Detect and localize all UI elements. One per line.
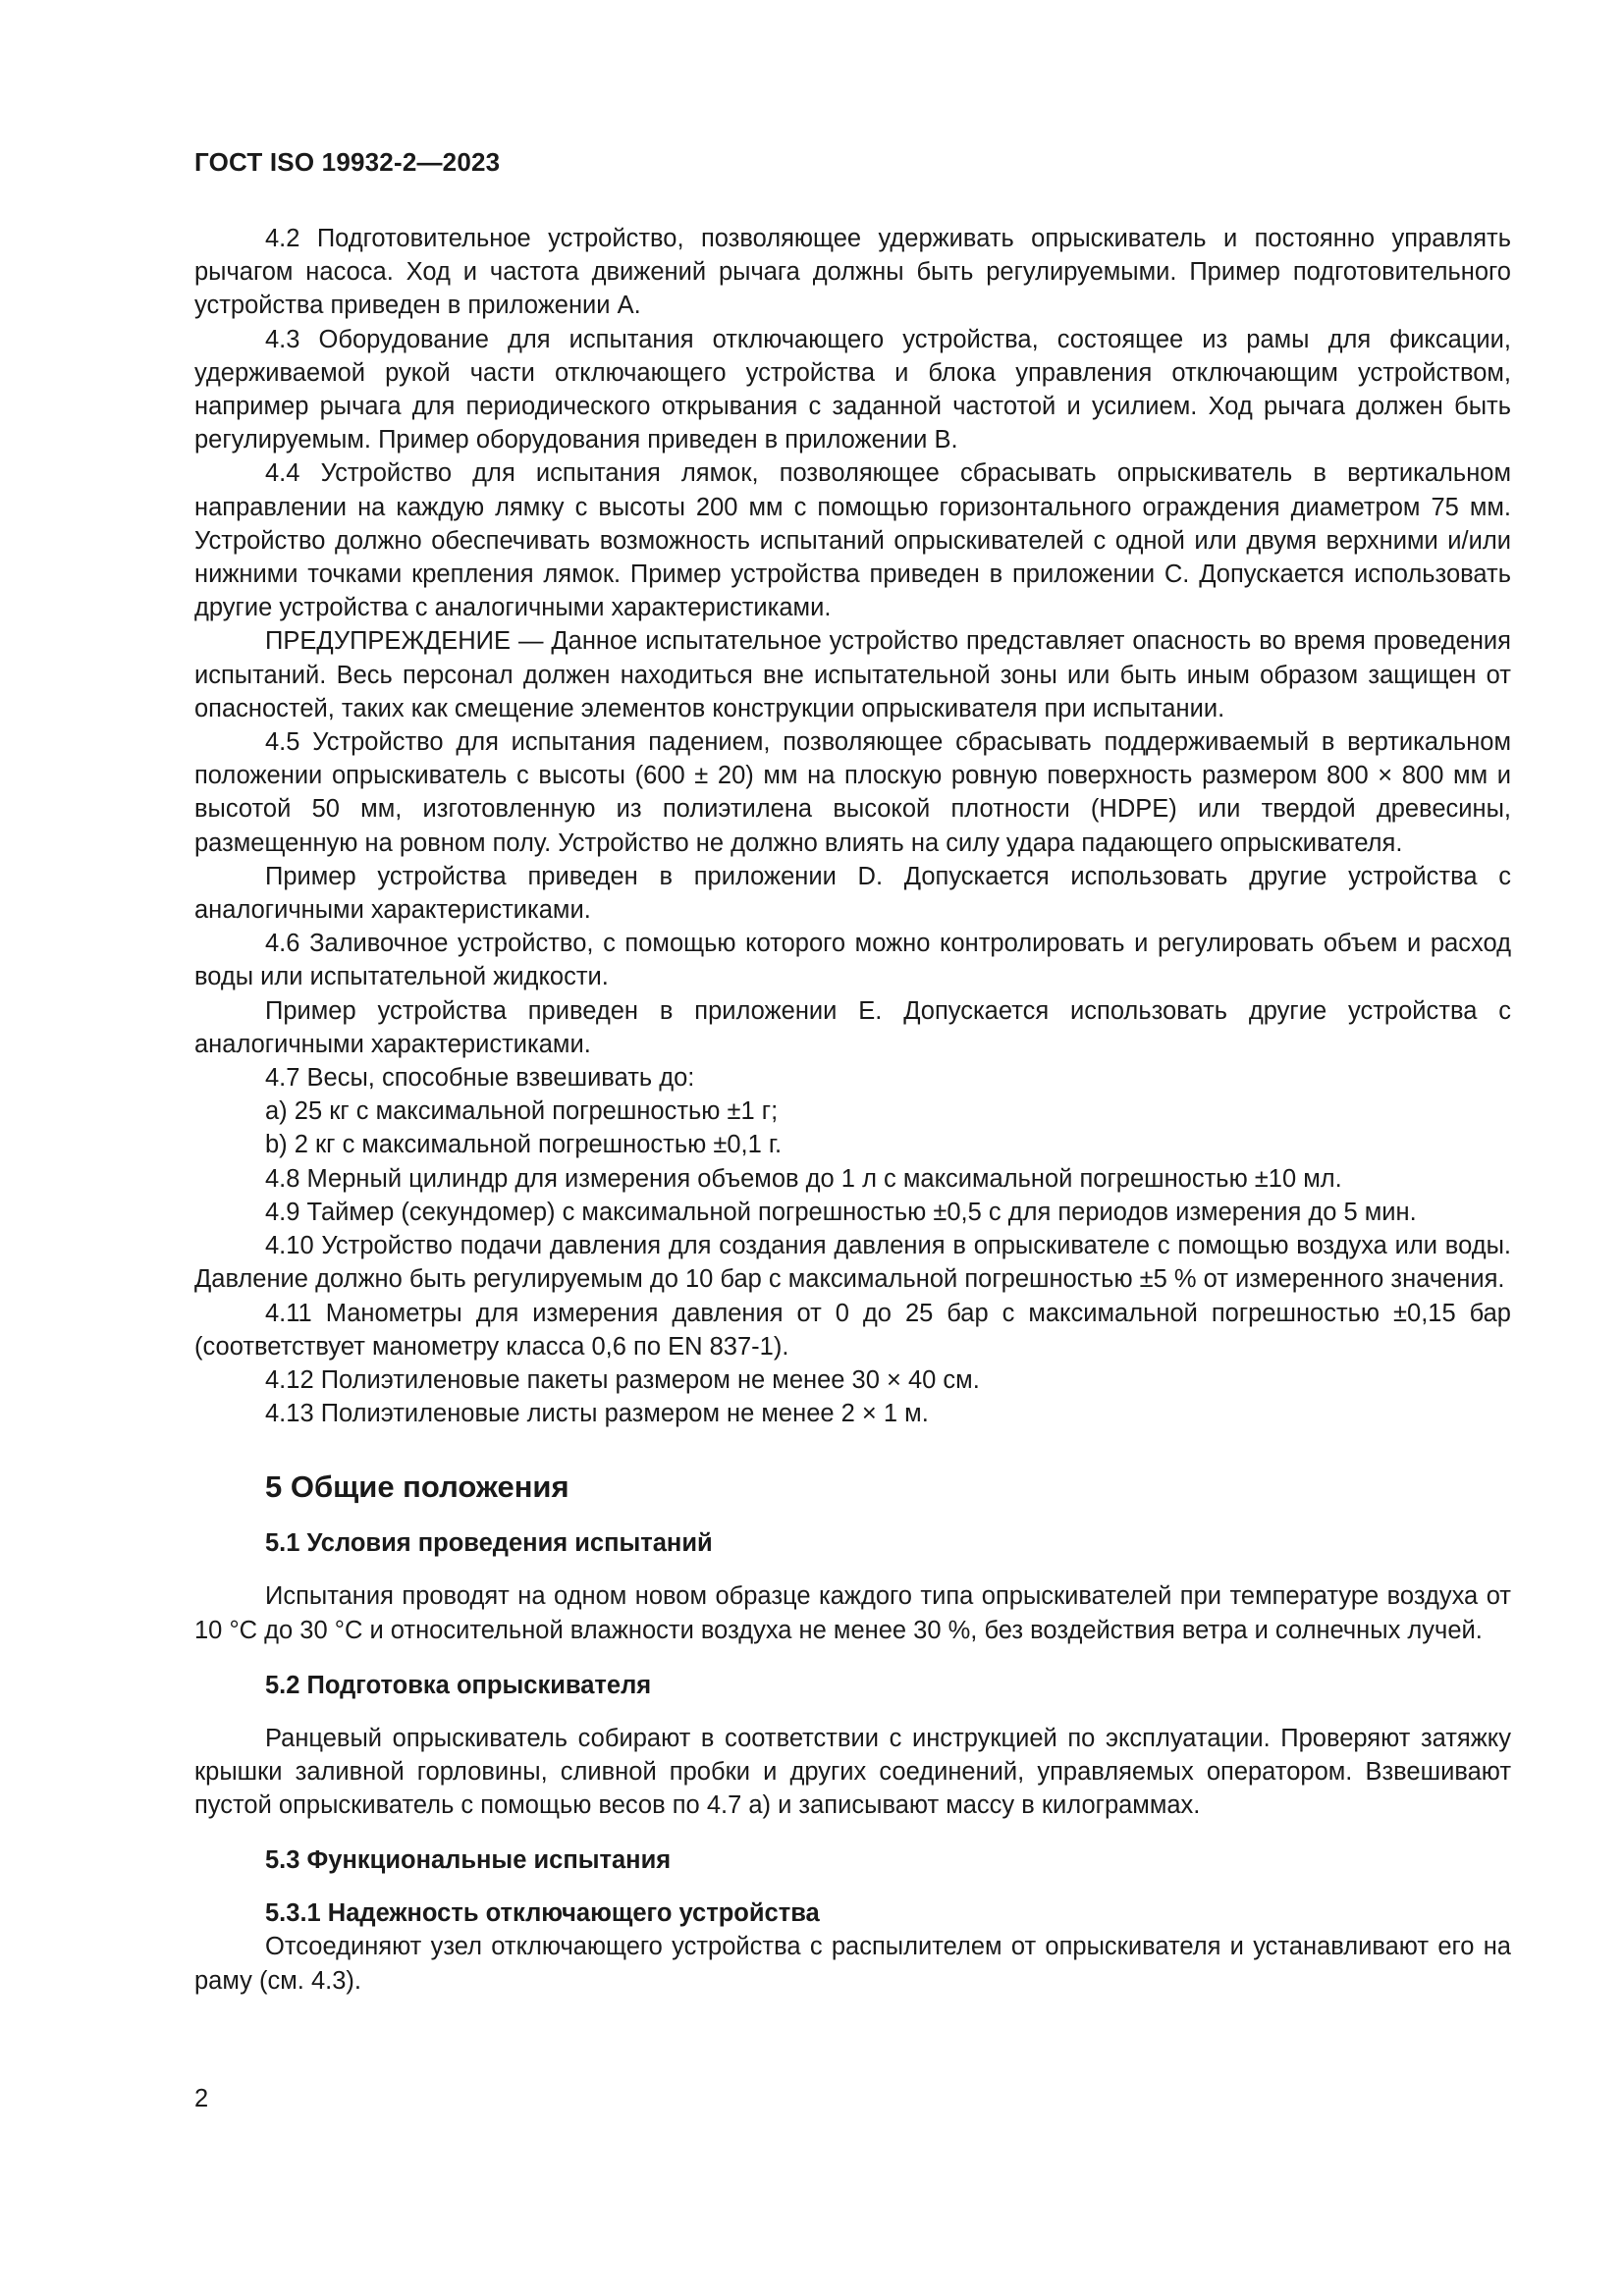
- paragraph-4-10: 4.10 Устройство подачи давления для создания давления в опрыскивателе с помощью воздуха или воды. Давление должно быть регулируемым до 10 бар с максимальной погрешностью ±5 % от измеренного значения.: [194, 1232, 1511, 1294]
- section-5-heading: 5 Общие положения: [265, 1469, 569, 1505]
- paragraph-4-11: 4.11 Манометры для измерения давления от 0 до 25 бар с максимальной погрешностью ±0,15 бар (соответствует манометру класса 0,6 по EN 837-1).: [194, 1299, 1511, 1361]
- paragraph-4-13: 4.13 Полиэтиленовые листы размером не менее 2 × 1 м.: [265, 1400, 929, 1428]
- paragraph-warning: ПРЕДУПРЕЖДЕНИЕ — Данное испытательное устройство представляет опасность во время проведения испытаний. Весь персонал должен находиться вне испытательной зоны или быть иным образом защищен от опасностей, таких как смещение элементов конструкции опрыскивателя при испытании.: [194, 627, 1511, 722]
- section-5-2-heading: 5.2 Подготовка опрыскивателя: [265, 1671, 652, 1699]
- section-5-3-1-heading: 5.3.1 Надежность отключающего устройства: [265, 1899, 820, 1928]
- paragraph-4-2: 4.2 Подготовительное устройство, позволяющее удерживать опрыскиватель и постоянно управлять рычагом насоса. Ход и частота движений рычага должны быть регулируемыми. Пример подготовительного устройства приведен в приложении А.: [194, 225, 1511, 320]
- paragraph-4-5: 4.5 Устройство для испытания падением, позволяющее сбрасывать поддерживаемый в вертикальном положении опрыскиватель с высоты (600 ± 20) мм на плоскую ровную поверхность размером 800 × 800 мм и высотой 50 мм, изготовленную из полиэтилена высокой плотности (HDPE) или твердой древесины, размещенную на ровном полу. Устройство не должно влиять на силу удара падающего опрыскивателя.: [194, 728, 1511, 857]
- paragraph-5-2: Ранцевый опрыскиватель собирают в соответствии с инструкцией по эксплуатации. Проверяют затяжку крышки заливной горловины, сливной пробки и других соединений, управляемых оператором. Взвешивают пустой опрыскиватель с помощью весов по 4.7 а) и записывают массу в килограммах.: [194, 1724, 1511, 1820]
- paragraph-4-12: 4.12 Полиэтиленовые пакеты размером не менее 30 × 40 см.: [265, 1365, 980, 1394]
- paragraph-4-9: 4.9 Таймер (секундомер) с максимальной погрешностью ±0,5 с для периодов измерения до 5 мин.: [265, 1198, 1417, 1226]
- section-5-3-heading: 5.3 Функциональные испытания: [265, 1846, 672, 1875]
- paragraph-4-8: 4.8 Мерный цилиндр для измерения объемов до 1 л с максимальной погрешностью ±10 мл.: [265, 1164, 1342, 1193]
- page-number: 2: [194, 2085, 209, 2112]
- paragraph-4-5-example: Пример устройства приведен в приложении D. Допускается использовать другие устройства с аналогичными характеристиками.: [194, 862, 1511, 925]
- list-item-4-7-a: a) 25 кг с максимальной погрешностью ±1 г;: [265, 1097, 779, 1126]
- paragraph-4-6: 4.6 Заливочное устройство, с помощью которого можно контролировать и регулировать объем и расход воды или испытательной жидкости.: [194, 930, 1511, 991]
- document-code-header: ГОСТ ISO 19932-2—2023: [194, 147, 501, 177]
- paragraph-4-3: 4.3 Оборудование для испытания отключающего устройства, состоящее из рамы для фиксации, удерживаемой рукой части отключающего устройства и блока управления отключающим устройством, например рычага для периодического открывания с заданной частотой и усилием. Ход рычага должен быть регулируемым. Пример оборудования приведен в приложении В.: [194, 325, 1511, 454]
- paragraph-4-6-example: Пример устройства приведен в приложении Е. Допускается использовать другие устройства с аналогичными характеристиками.: [194, 996, 1511, 1058]
- paragraph-5-3-1: Отсоединяют узел отключающего устройства с распылителем от опрыскивателя и устанавливают его на раму (см. 4.3).: [194, 1933, 1511, 1995]
- paragraph-4-7: 4.7 Весы, способные взвешивать до:: [265, 1064, 695, 1093]
- section-5-1-heading: 5.1 Условия проведения испытаний: [265, 1529, 713, 1558]
- list-item-4-7-b: b) 2 кг с максимальной погрешностью ±0,1 г.: [265, 1131, 783, 1159]
- paragraph-5-1: Испытания проводят на одном новом образце каждого типа опрыскивателей при температуре воздуха от 10 °С до 30 °С и относительной влажности воздуха не менее 30 %, без воздействия ветра и солнечных лучей.: [194, 1582, 1511, 1644]
- paragraph-4-4: 4.4 Устройство для испытания лямок, позволяющее сбрасывать опрыскиватель в вертикальном направлении на каждую лямку с высоты 200 мм с помощью горизонтального ограждения диаметром 75 мм. Устройство должно обеспечивать возможность испытаний опрыскивателей с одной или двумя верхними и/или нижними точками крепления лямок. Пример устройства приведен в приложении С. Допускается использовать другие устройства с аналогичными характеристиками.: [194, 459, 1511, 622]
- page-body: [194, 222, 1511, 1998]
